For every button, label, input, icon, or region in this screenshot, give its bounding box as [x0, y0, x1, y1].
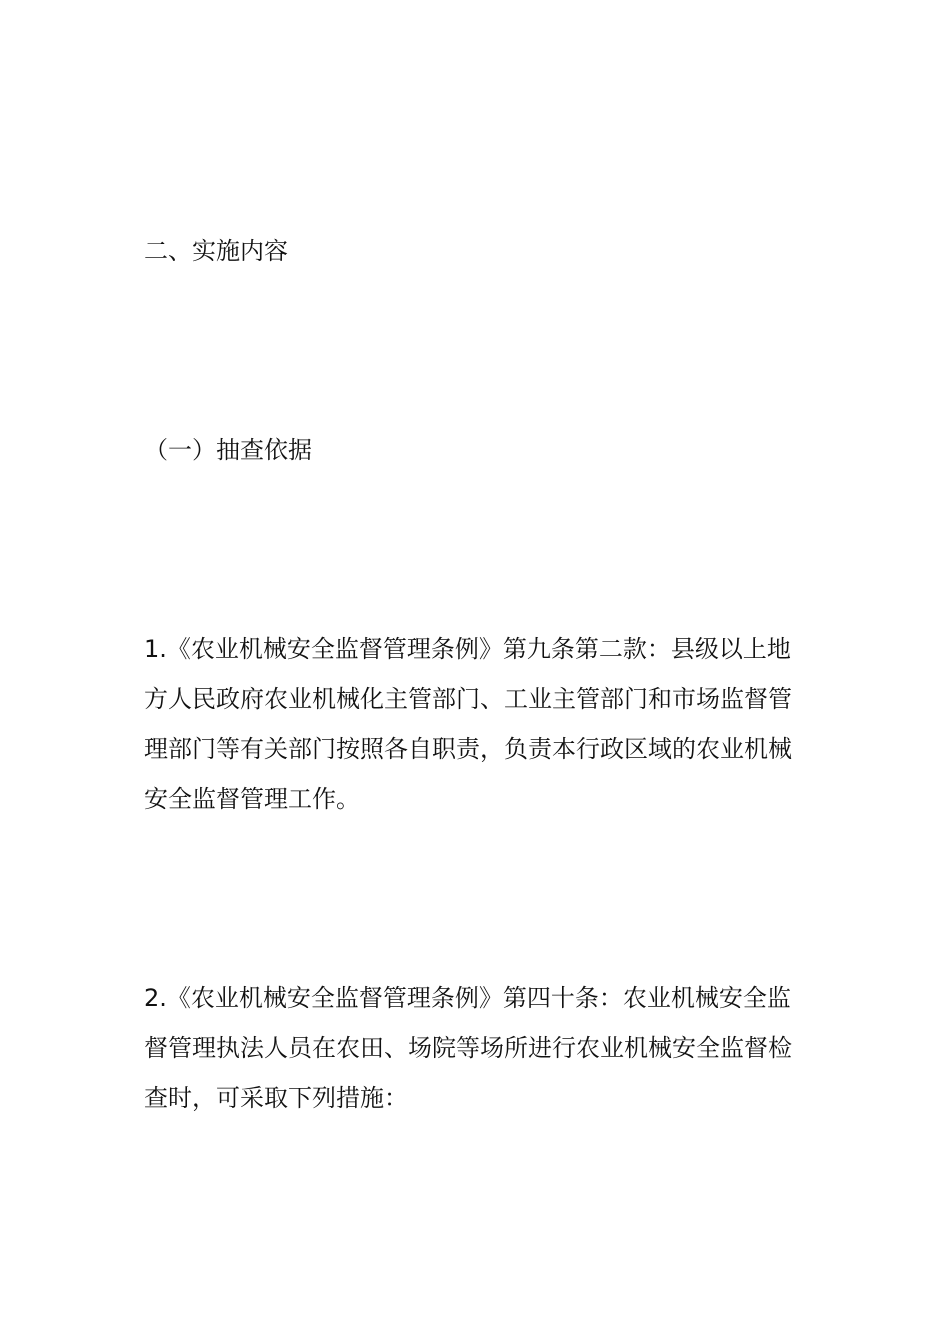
paragraph-2: 2.《农业机械安全监督管理条例》第四十条：农业机械安全监督管理执法人员在农田、场院等场所进行农业机械安全监督检查时，可采取下列措施：: [144, 984, 792, 1112]
paragraph-1: 1.《农业机械安全监督管理条例》第九条第二款：县级以上地方人民政府农业机械化主管部门、工业主管部门和市场监督管理部门等有关部门按照各自职责，负责本行政区域的农业机械安全监督管理工作。: [144, 635, 792, 813]
section-heading: 二、实施内容: [144, 237, 288, 265]
subsection-heading: （一）抽查依据: [144, 436, 312, 464]
